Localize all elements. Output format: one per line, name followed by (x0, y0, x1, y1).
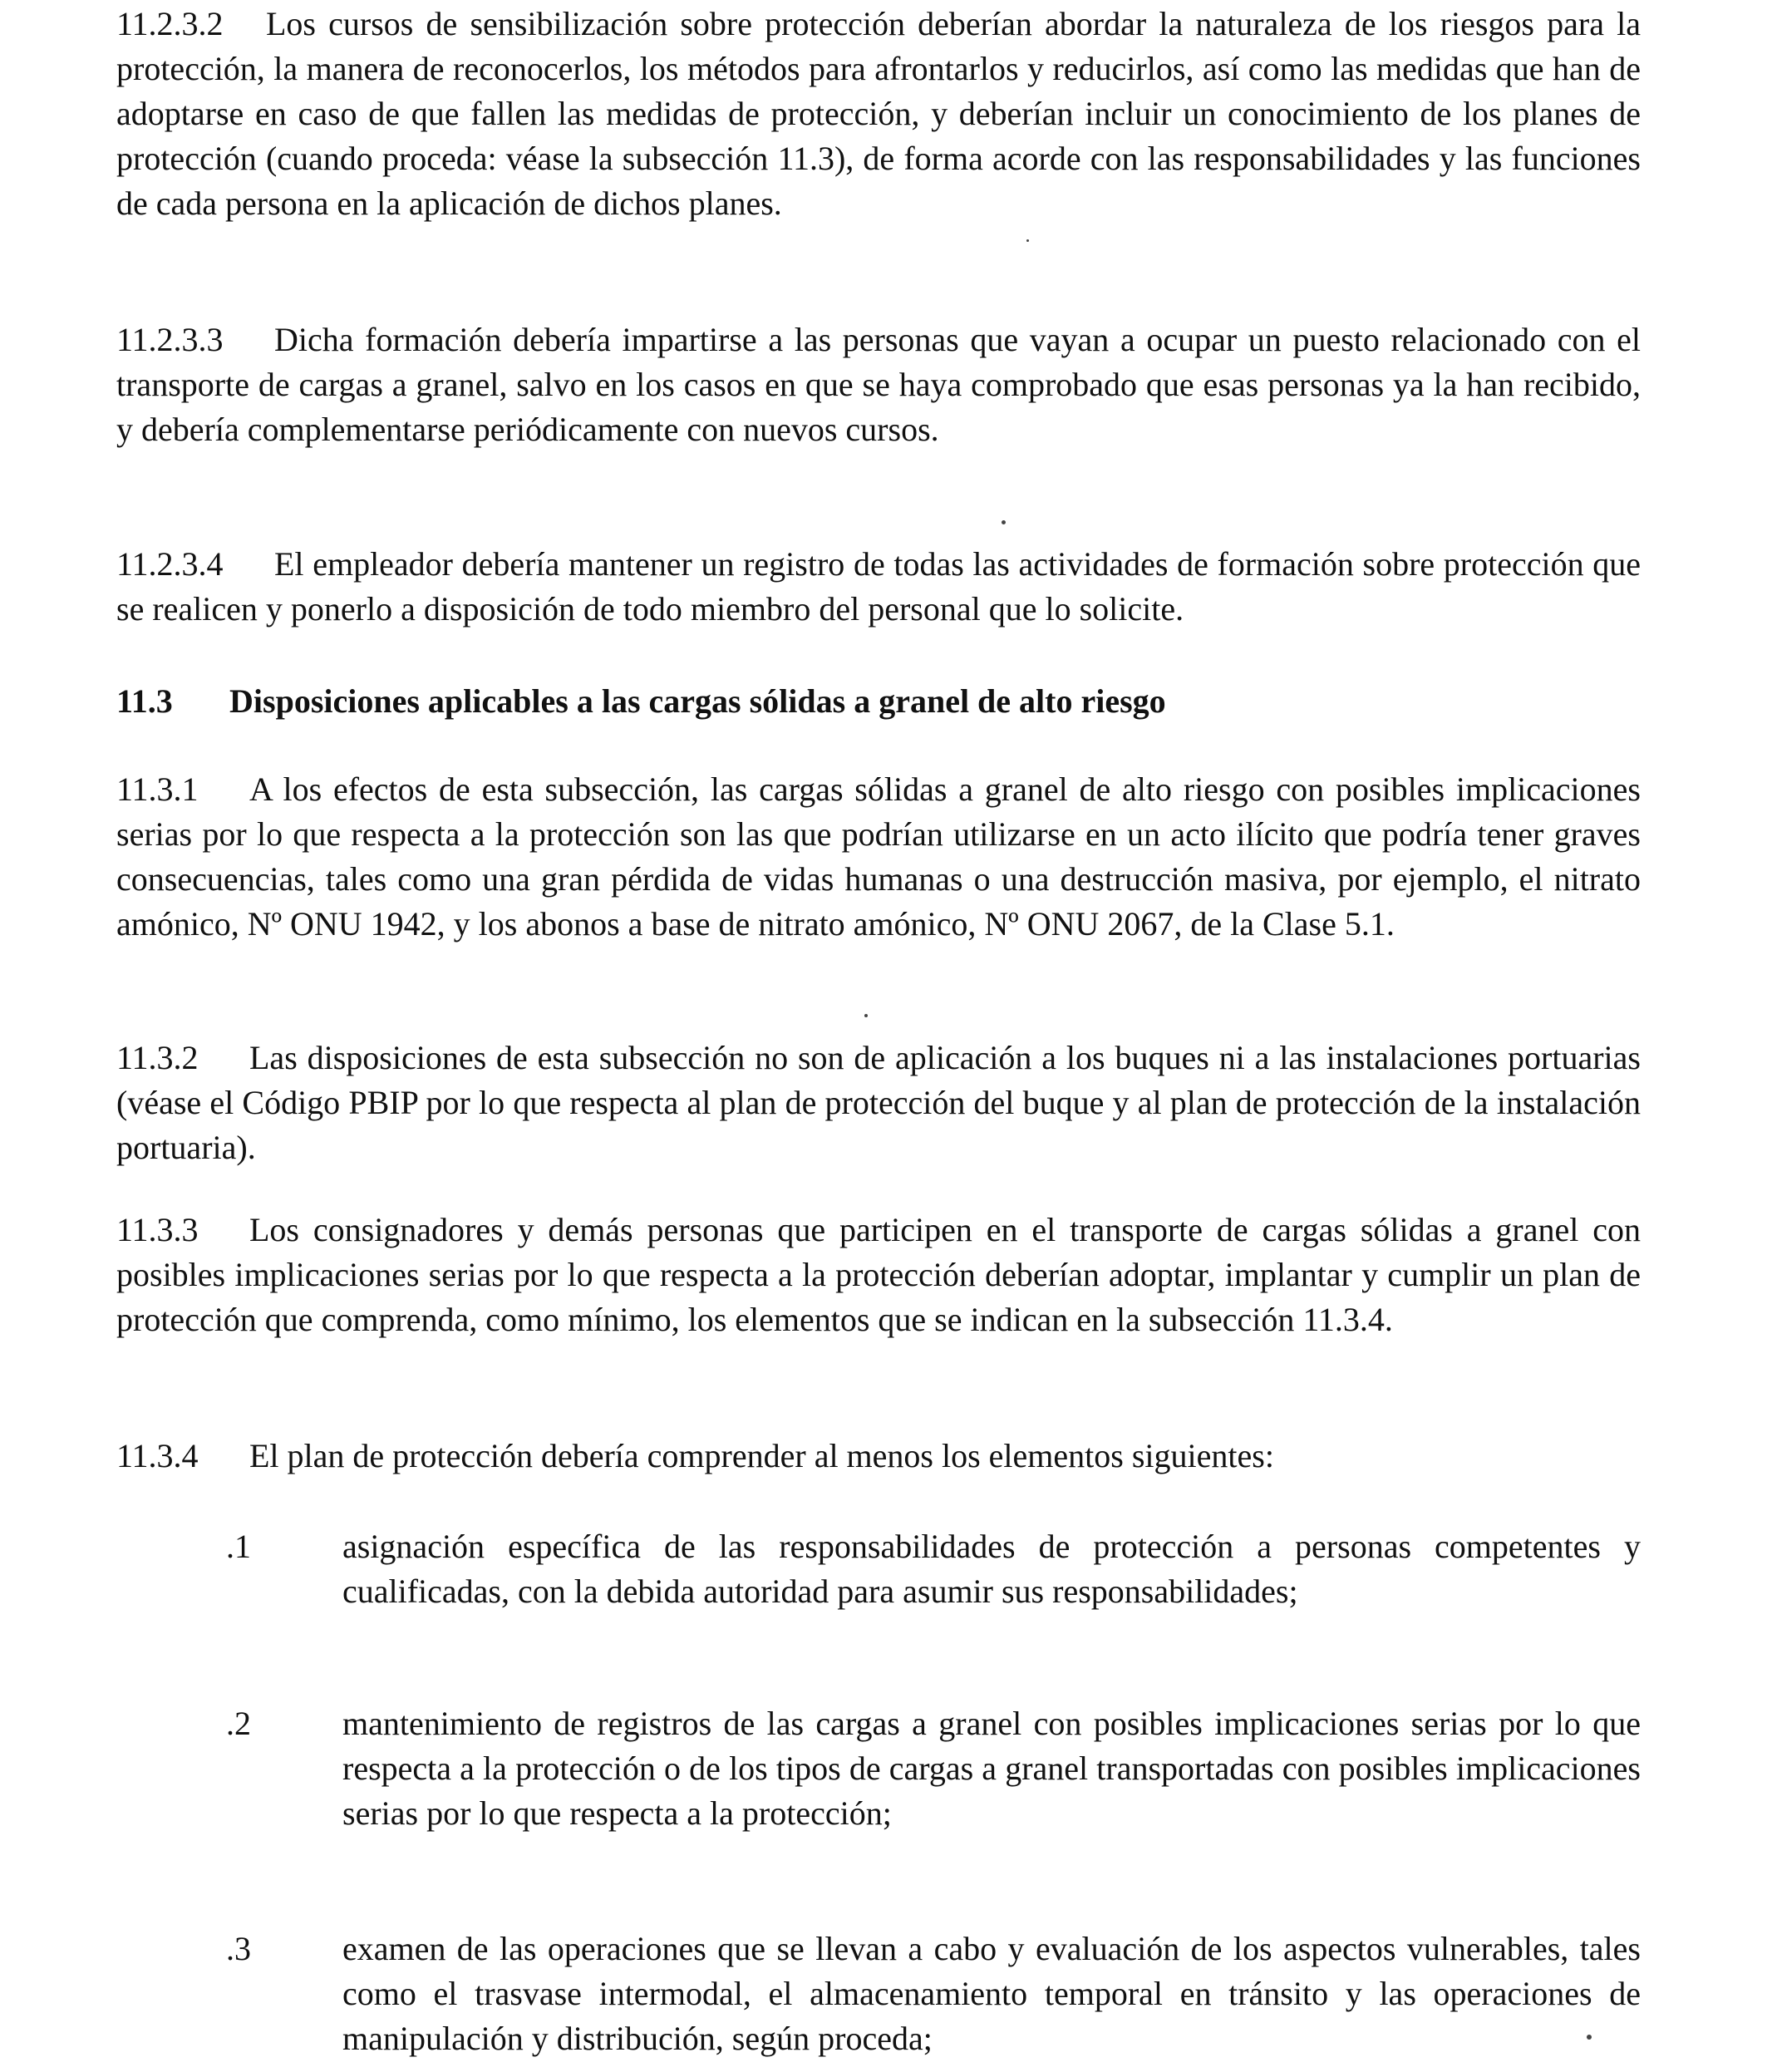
scan-speck (1587, 2035, 1592, 2040)
list-item-number: .1 (226, 1528, 251, 1565)
paragraph-11-3-1 (116, 767, 1641, 947)
heading-text: Disposiciones aplicables a las cargas sólidas a granel de alto riesgo (229, 682, 1166, 720)
paragraph-11-3-3 (116, 1208, 1641, 1342)
paragraph-text: Las disposiciones de esta subsección no son de aplicación a los buques ni a las instalaciones portuarias (véase el Código PBIP por lo que respecta al plan de protección del buque y al plan de protección de la instalación portuaria). (116, 1039, 1641, 1166)
paragraph-11-2-3-4 (116, 542, 1641, 632)
paragraph-text: Dicha formación debería impartirse a las personas que vayan a ocupar un puesto relacionado con el transporte de cargas a granel, salvo en los casos en que se haya comprobado que esas personas ya la han recibido, y debería complementarse periódicamente con nuevos cursos. (116, 321, 1641, 448)
paragraph-11-2-3-3 (116, 317, 1641, 452)
list-item-number: .3 (226, 1930, 251, 1967)
list-item-text: mantenimiento de registros de las cargas a granel con posibles implicaciones serias por lo que respecta a la protección o de los tipos de cargas a granel transportadas con posibles implicaciones serias por lo que respecta a la protección; (342, 1705, 1641, 1832)
paragraph-number: 11.3.4 (116, 1437, 199, 1474)
paragraph-number: 11.2.3.3 (116, 321, 224, 358)
section-heading-11-3 (116, 679, 1641, 724)
list-item-3 (116, 1927, 1641, 2061)
paragraph-11-3-2 (116, 1036, 1641, 1170)
list-item-1 (116, 1524, 1641, 1614)
paragraph-number: 11.3.1 (116, 770, 199, 808)
paragraph-number: 11.3.2 (116, 1039, 199, 1076)
scan-speck (864, 1014, 868, 1017)
paragraph-11-3-4 (116, 1434, 1641, 1479)
heading-number: 11.3 (116, 682, 173, 720)
paragraph-text: El plan de protección debería comprender al menos los elementos siguientes: (249, 1437, 1274, 1474)
list-item-2 (116, 1701, 1641, 1836)
paragraph-text: A los efectos de esta subsección, las cargas sólidas a granel de alto riesgo con posibles implicaciones serias por lo que respecta a la protección son las que podrían utilizarse en un acto ilícito que podría tener graves consecuencias, tales como una gran pérdida de vidas humanas o una destrucción masiva, por ejemplo, el nitrato amónico, Nº ONU 1942, y los abonos a base de nitrato amónico, Nº ONU 2067, de la Clase 5.1. (116, 770, 1641, 942)
paragraph-text: El empleador debería mantener un registro de todas las actividades de formación sobre protección que se realicen y ponerlo a disposición de todo miembro del personal que lo solicite. (116, 545, 1641, 628)
paragraph-text: Los consignadores y demás personas que participen en el transporte de cargas sólidas a granel con posibles implicaciones serias por lo que respecta a la protección deberían adoptar, implantar y cumplir un plan de protección que comprenda, como mínimo, los elementos que se indican en la subsección 11.3.4. (116, 1211, 1641, 1338)
paragraph-text: Los cursos de sensibilización sobre protección deberían abordar la naturaleza de los riesgos para la protección, la manera de reconocerlos, los métodos para afrontarlos y reducirlos, así como las medidas que han de adoptarse en caso de que fallen las medidas de protección, y deberían incluir un conocimiento de los planes de protección (cuando proceda: véase la subsección 11.3), de forma acorde con las responsabilidades y las funciones de cada persona en la aplicación de dichos planes. (116, 5, 1641, 222)
scan-speck (1002, 520, 1006, 524)
scan-speck (1026, 239, 1029, 242)
list-item-number: .2 (226, 1705, 251, 1742)
paragraph-number: 11.2.3.2 (116, 5, 224, 42)
paragraph-number: 11.3.3 (116, 1211, 199, 1248)
list-item-text: asignación específica de las responsabilidades de protección a personas competentes y cualificadas, con la debida autoridad para asumir sus responsabilidades; (342, 1528, 1641, 1610)
list-item-text: examen de las operaciones que se llevan a cabo y evaluación de los aspectos vulnerables, tales como el trasvase intermodal, el almacenamiento temporal en tránsito y las operaciones de manipulación y distribución, según proceda; (342, 1930, 1641, 2057)
paragraph-number: 11.2.3.4 (116, 545, 224, 583)
paragraph-11-2-3-2 (116, 2, 1641, 226)
